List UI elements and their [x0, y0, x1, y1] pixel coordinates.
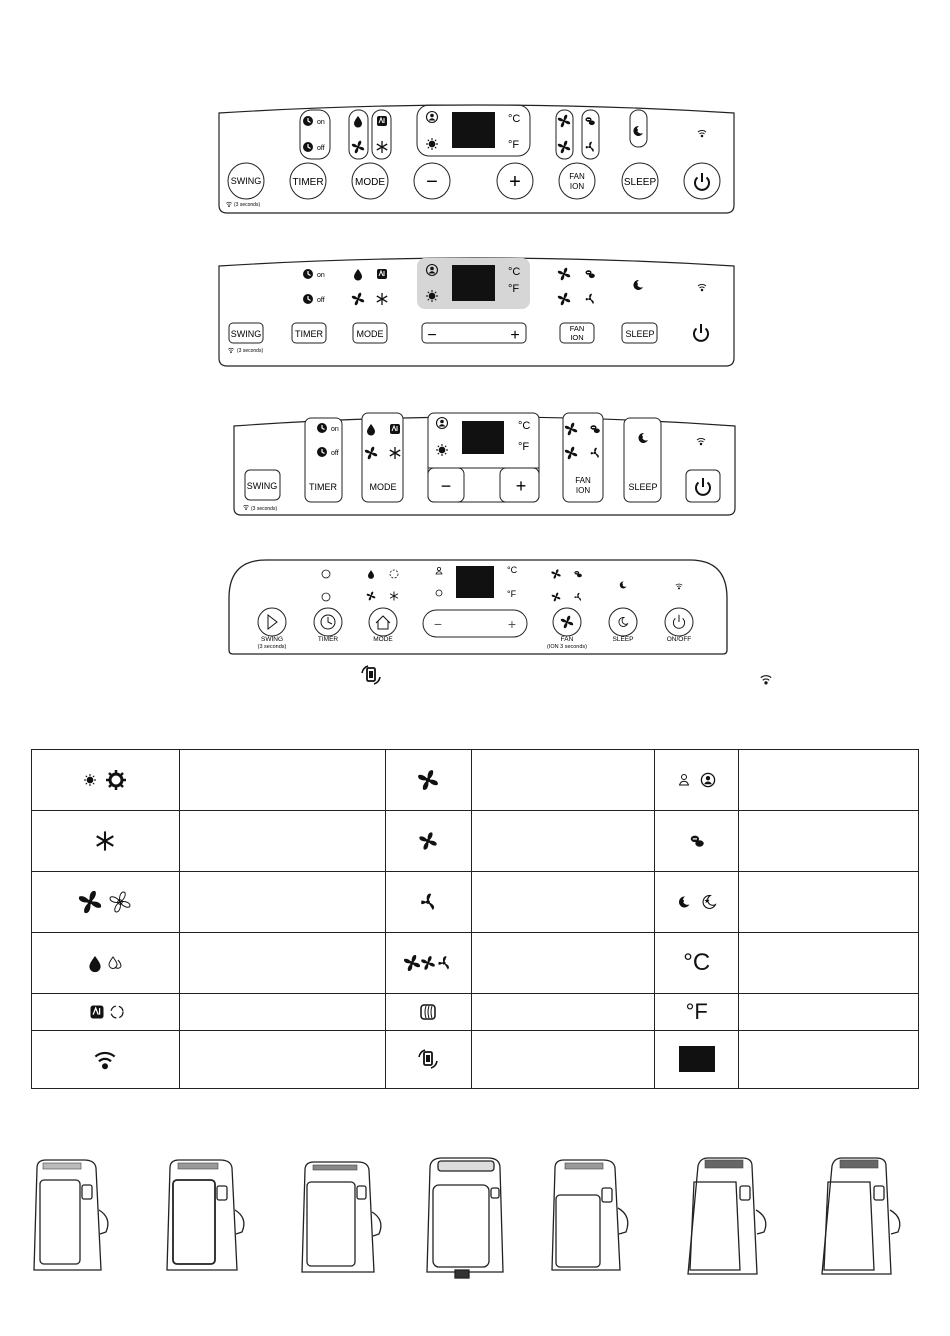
timer-off-icon [317, 447, 327, 457]
lcd-display [462, 421, 504, 454]
person-circle-icon [701, 774, 714, 787]
timer-on-icon [303, 116, 313, 126]
timer-off-label: off [317, 145, 325, 152]
phone-rotate-icon [413, 1044, 443, 1074]
timer-on-label: on [331, 426, 339, 433]
celsius-symbol: °C [655, 933, 739, 994]
minus-label: − [440, 476, 452, 496]
wifi-icon [761, 676, 771, 684]
legend-row [32, 994, 919, 1030]
wifi-note: (3 seconds) [237, 348, 264, 354]
unit-illustration-3 [302, 1162, 381, 1272]
fan-high-icon [413, 765, 443, 795]
fan-label: FAN [569, 172, 585, 181]
timer-label: TIMER [317, 636, 339, 643]
display-icon [678, 1045, 716, 1073]
timer-label: TIMER [292, 177, 324, 188]
legend-row [32, 750, 919, 811]
drop-icon [90, 956, 101, 972]
sleep-icons [672, 889, 722, 915]
fan-icon [79, 891, 101, 913]
legend-row [32, 933, 919, 994]
unit-illustration-5 [552, 1160, 628, 1270]
ion-icon [682, 826, 712, 856]
fan-mid-icon [413, 826, 443, 856]
person-icon [679, 775, 688, 786]
filter-icon [416, 1000, 440, 1024]
minus-label: − [426, 171, 438, 193]
sleep-icon [679, 896, 690, 907]
timer-label: TIMER [295, 329, 323, 339]
unit-illustration-4 [427, 1158, 503, 1278]
auto-mode-icon [377, 116, 387, 126]
mode-button[interactable] [369, 608, 397, 636]
unit-illustration-7 [822, 1158, 900, 1274]
sleep-label: SLEEP [625, 329, 655, 339]
mode-label: MODE [356, 329, 384, 339]
fan-low-icon [413, 887, 443, 917]
timer-on-label: on [317, 119, 325, 126]
icon-legend-table [31, 749, 919, 1089]
auto-icon [91, 1006, 104, 1019]
fahrenheit-label: °F [507, 589, 517, 599]
timer-off-label: off [331, 450, 339, 457]
sleep-label: SLEEP [628, 482, 658, 492]
unit-illustration-6 [688, 1158, 766, 1274]
legend-row [32, 1030, 919, 1088]
celsius-label: °C [518, 420, 531, 432]
fahrenheit-label: °F [508, 139, 520, 151]
fan-ion-button[interactable] [559, 163, 595, 199]
unit-illustration-2 [167, 1160, 244, 1270]
fan-icons [70, 887, 140, 917]
swing-note: (3 seconds) [257, 644, 287, 650]
sleep-label: SLEEP [612, 636, 634, 643]
mode-label: MODE [373, 636, 393, 643]
swing-label: SWING [260, 636, 284, 643]
swing-button[interactable] [258, 608, 286, 636]
timer-on-icon [303, 269, 313, 279]
plus-label: + [515, 476, 527, 496]
control-panel-3 [234, 413, 735, 515]
lcd-display [456, 566, 494, 598]
auto-mode-icon [390, 424, 400, 434]
fan-note: (ION 3 seconds) [546, 644, 588, 650]
timer-off-label: off [317, 297, 325, 304]
cycle-icon [111, 1006, 123, 1018]
fan-label: FAN [560, 636, 574, 643]
wifi-icon [87, 1044, 123, 1074]
ion-label: ION [569, 182, 585, 191]
timer-label: TIMER [309, 482, 337, 492]
plus-label: + [510, 327, 520, 344]
sun-gear-icons [70, 765, 140, 795]
ion-label: ION [570, 333, 584, 342]
mode-label: MODE [355, 177, 385, 188]
fan-outline-icon [111, 892, 131, 912]
swing-label: SWING [230, 176, 262, 186]
double-drop-icon [109, 957, 121, 969]
control-panel-2 [219, 258, 734, 366]
onoff-label: ON/OFF [666, 636, 692, 643]
unit-illustration-1 [34, 1160, 108, 1270]
person-icons [672, 768, 722, 792]
fahrenheit-label: °F [518, 441, 530, 453]
plus-label: + [507, 616, 517, 632]
celsius-label: °C [508, 266, 521, 278]
wifi-note: (3 seconds) [234, 202, 261, 208]
sleep-star-icon [703, 895, 715, 908]
snowflake-icon [90, 826, 120, 856]
plus-label: + [509, 171, 521, 193]
lcd-display [452, 112, 495, 148]
auto-mode-icon [377, 269, 387, 279]
celsius-label: °C [508, 113, 521, 125]
drop-icons [75, 948, 135, 978]
ion-label: ION [575, 486, 591, 495]
mode-label: MODE [369, 482, 397, 492]
fan-label: FAN [569, 324, 585, 333]
auto-icons [75, 1000, 135, 1024]
lcd-display [452, 265, 495, 301]
minus-label: − [427, 327, 437, 344]
phone-rotate-icon [362, 666, 380, 684]
legend-row [32, 811, 919, 871]
celsius-label: °C [507, 565, 518, 575]
legend-row [32, 871, 919, 932]
wifi-note: (3 seconds) [251, 506, 278, 512]
timer-on-label: on [317, 272, 325, 279]
control-panel-1 [219, 105, 734, 213]
sleep-label: SLEEP [623, 177, 657, 188]
fahrenheit-symbol: °F [655, 994, 739, 1030]
minus-label: − [433, 616, 443, 632]
gear-sun-icon [106, 770, 126, 790]
timer-off-icon [303, 294, 313, 304]
fahrenheit-label: °F [508, 283, 520, 295]
fan-label: FAN [575, 476, 591, 485]
control-panel-4 [229, 560, 727, 654]
swing-label: SWING [230, 329, 262, 339]
timer-off-icon [303, 142, 313, 152]
swing-label: SWING [246, 481, 278, 491]
sleep-button[interactable] [609, 608, 637, 636]
timer-on-icon [317, 423, 327, 433]
fan-speeds-icon [398, 948, 458, 978]
